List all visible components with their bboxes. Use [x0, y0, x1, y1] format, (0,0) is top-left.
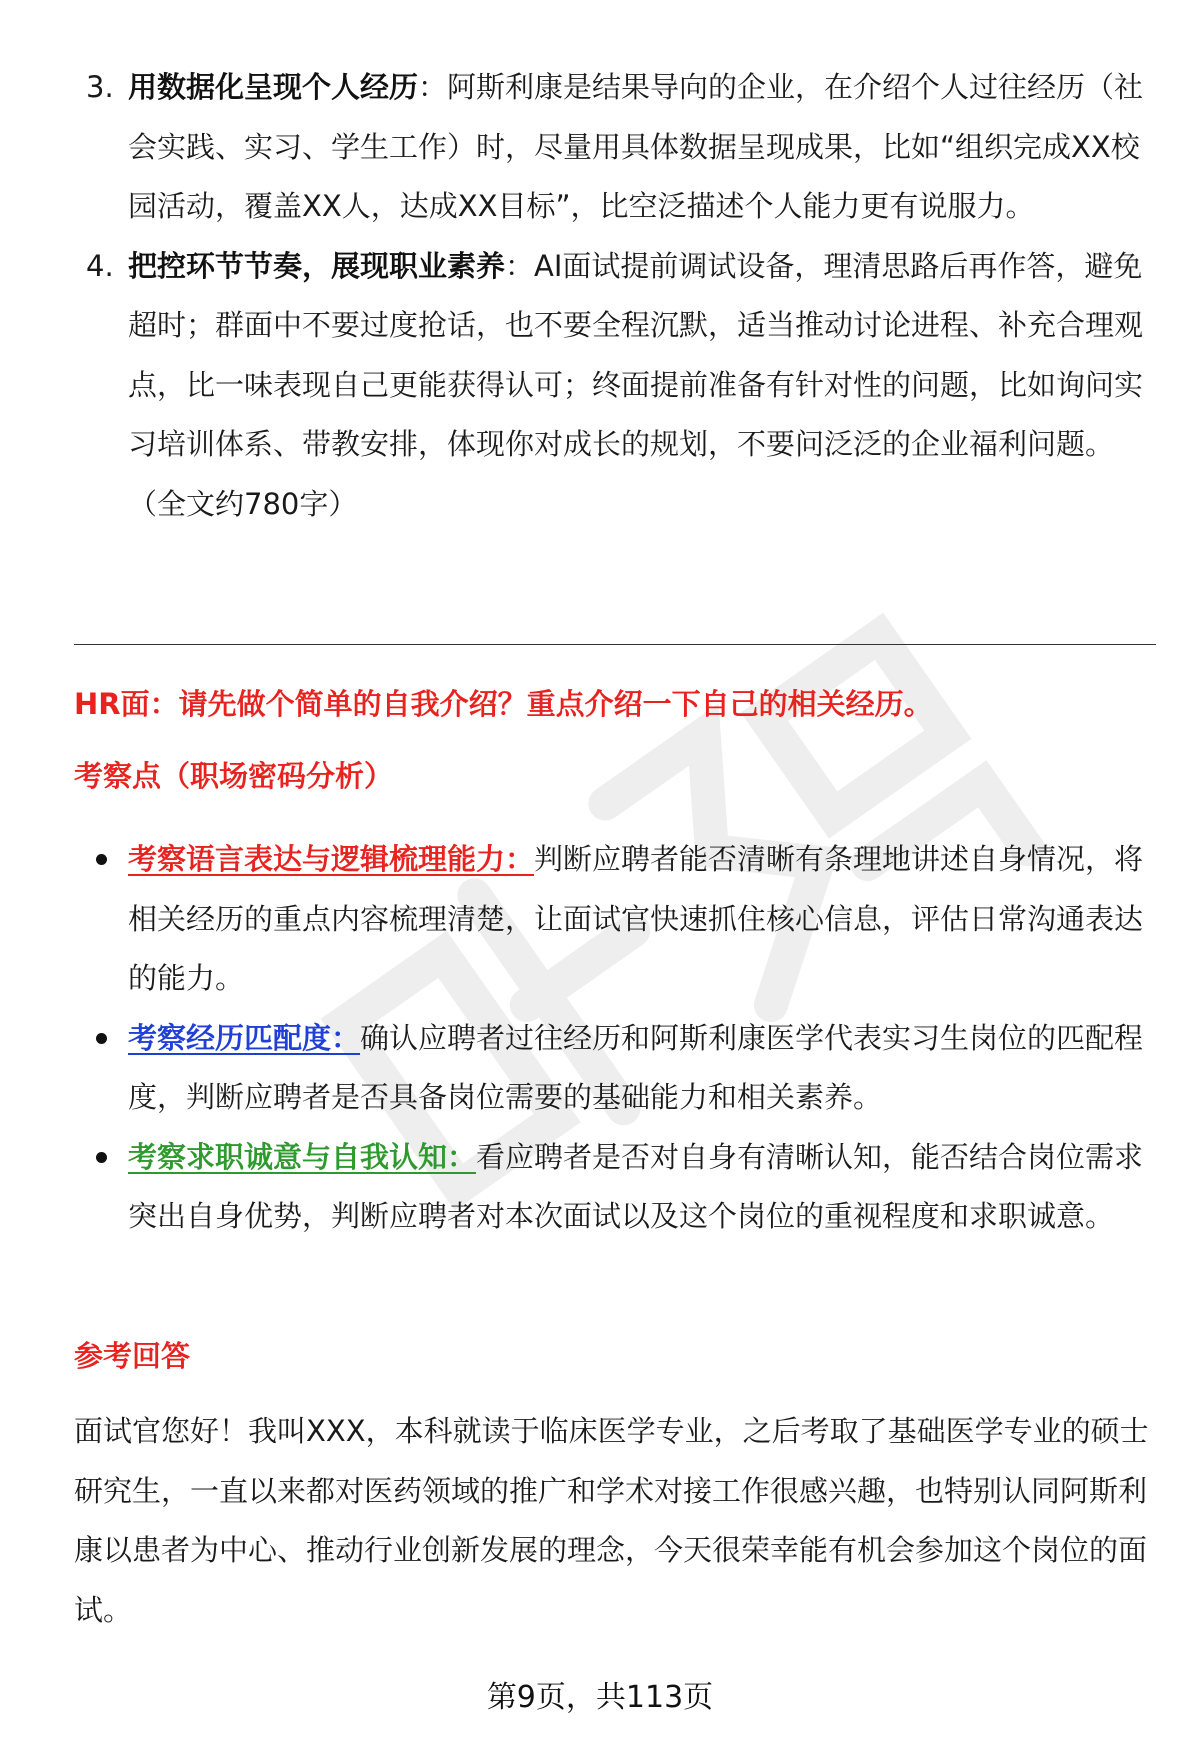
tip-separator: ： [505, 248, 535, 283]
tip-number: 4. [86, 248, 114, 283]
assessment-point [74, 1128, 1144, 1247]
point-label: 考察求职诚意与自我认知： [128, 1139, 477, 1174]
point-text: 确认应聘者过往经历和阿斯利康医学代表实习生岗位的匹配程度，判断应聘者是否具备岗位需要的基础能力和相关素养。 [128, 1020, 1144, 1114]
answer-paragraph: 面试官您好！我叫XXX，本科就读于临床医学专业，之后考取了基础医学专业的硕士研究生，一直以来都对医药领域的推广和学术对接工作很感兴趣，也特别认同阿斯利康以患者为中心、推动行业创新发展的理念，今天很荣幸能有机会参加这个岗位的面试。 [74, 1414, 1149, 1627]
assessment-point [74, 830, 1144, 1009]
tip-item-3 [74, 58, 1144, 237]
question-title: HR面：请先做个简单的自我介绍？重点介绍一下自己的相关经历。 [74, 687, 933, 721]
answer-heading: 参考回答 [74, 1339, 191, 1373]
assessment-points-list [74, 830, 1144, 1247]
page-footer: 第9页，共113页 [486, 1680, 714, 1715]
tip-title: 用数据化呈现个人经历 [128, 70, 419, 104]
section-divider [74, 644, 1156, 645]
tip-title: 把控环节节奏，展现职业素养 [128, 248, 506, 283]
tip-separator: ： [418, 70, 448, 104]
point-label: 考察语言表达与逻辑梳理能力： [128, 842, 535, 876]
bullet-icon [96, 1033, 107, 1044]
tip-text: AI面试提前调试设备，理清思路后再作答，避免超时；群面中不要过度抢话，也不要全程沉默，适当推动讨论进程、补充合理观点，比一味表现自己更能获得认可；终面提前准备有针对性的问题，比如询问实习培训体系、带教安排，体现你对成长的规划，不要问泛泛的企业福利问题。（全文约780字） [128, 248, 1144, 521]
point-text: 看应聘者是否对自身有清晰认知，能否结合岗位需求突出自身优势，判断应聘者对本次面试以及这个岗位的重视程度和求职诚意。 [128, 1139, 1144, 1233]
tip-text: 阿斯利康是结果导向的企业，在介绍个人过往经历（社会实践、实习、学生工作）时，尽量用具体数据呈现成果，比如“组织完成XX校园活动，覆盖XX人，达成XX目标”，比空泛描述个人能力更有说服力。 [128, 70, 1144, 223]
bullet-icon [96, 1152, 107, 1163]
tip-item-4 [74, 237, 1144, 535]
bullet-icon [96, 854, 107, 865]
tip-number: 3. [86, 70, 114, 104]
point-label: 考察经历匹配度： [128, 1020, 361, 1055]
tips-list [74, 58, 1144, 534]
point-text: 判断应聘者能否清晰有条理地讲述自身情况，将相关经历的重点内容梳理清楚，让面试官快速抓住核心信息，评估日常沟通表达的能力。 [128, 842, 1144, 995]
points-heading: 考察点（职场密码分析） [74, 759, 394, 793]
assessment-point [74, 1009, 1144, 1128]
